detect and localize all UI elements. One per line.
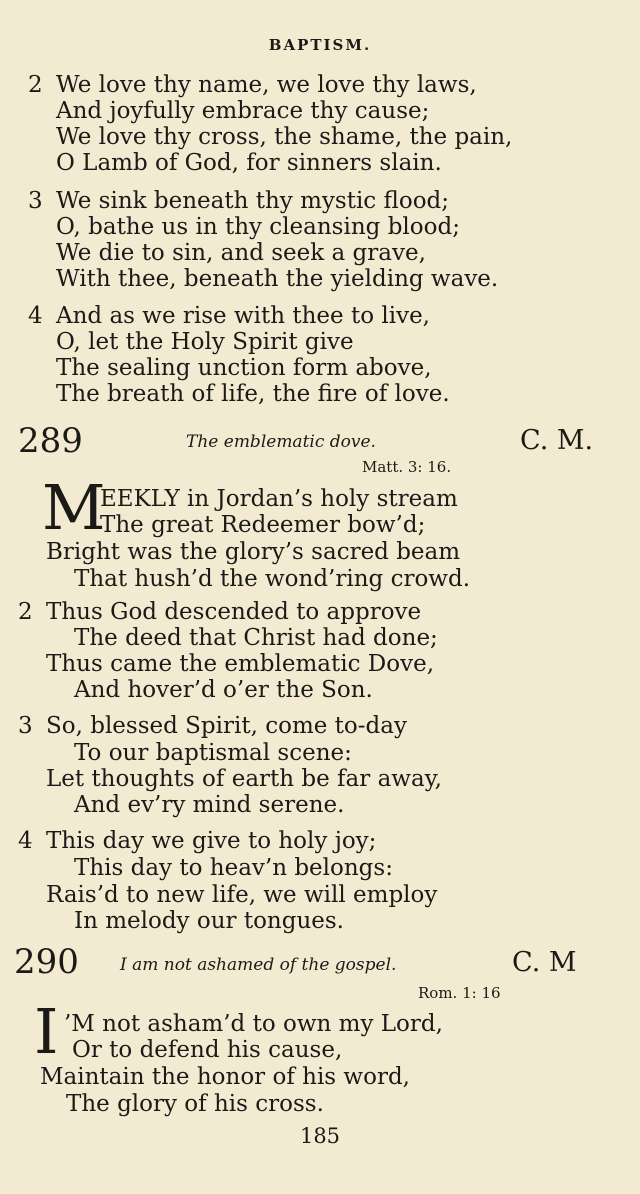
hymn-number: 289 xyxy=(18,421,83,461)
hymn-subject: The emblematic dove. xyxy=(186,432,376,452)
verse-line: And hover’d o’er the Son. xyxy=(74,677,373,703)
verse-line: Let thoughts of earth be far away, xyxy=(46,766,442,792)
verse-line: The glory of his cross. xyxy=(66,1091,324,1117)
verse-line: And ev’ry mind serene. xyxy=(74,792,345,818)
verse-line: With thee, beneath the yielding wave. xyxy=(56,266,499,292)
verse-line: The deed that Christ had done; xyxy=(74,625,438,651)
stanza-number: 3 xyxy=(28,188,43,214)
verse-line: This day we give to holy joy; xyxy=(46,828,377,854)
drop-cap: I xyxy=(34,995,59,1068)
verse-line: So, blessed Spirit, come to-day xyxy=(46,713,407,739)
verse-line: EEKLY in Jordan’s holy stream xyxy=(100,486,458,512)
verse-line: And as we rise with thee to live, xyxy=(56,303,430,329)
verse-line: ’M not asham’d to own my Lord, xyxy=(64,1011,443,1037)
verse-line: The breath of life, the fire of love. xyxy=(56,381,450,407)
verse-line: This day to heav’n belongs: xyxy=(74,855,393,881)
scripture-reference: Rom. 1: 16 xyxy=(418,984,501,1002)
page-number: 185 xyxy=(299,1124,341,1148)
stanza-number: 3 xyxy=(18,713,33,739)
verse-line: Rais’d to new life, we will employ xyxy=(46,882,438,908)
scripture-reference: Matt. 3: 16. xyxy=(362,458,452,476)
verse-line: We die to sin, and seek a grave, xyxy=(56,240,426,266)
verse-line: Or to defend his cause, xyxy=(72,1037,343,1063)
verse-line: Maintain the honor of his word, xyxy=(40,1064,410,1090)
verse-line: We sink beneath thy mystic flood; xyxy=(56,188,450,214)
stanza-number: 2 xyxy=(28,72,43,98)
stanza-number: 4 xyxy=(28,303,43,329)
verse-line: To our baptismal scene: xyxy=(74,740,352,766)
stanza-number: 2 xyxy=(18,599,33,625)
verse-line: In melody our tongues. xyxy=(74,908,344,934)
verse-line: Bright was the glory’s sacred beam xyxy=(46,539,461,565)
hymn-meter: C. M. xyxy=(520,425,594,456)
hymn-number: 290 xyxy=(14,942,79,982)
stanza-number: 4 xyxy=(18,828,33,854)
running-head: BAPTISM. xyxy=(268,36,372,54)
verse-line: The great Redeemer bow’d; xyxy=(100,512,426,538)
hymn-meter: C. M xyxy=(512,947,577,978)
drop-cap: M xyxy=(42,471,106,544)
verse-line: O, let the Holy Spirit give xyxy=(56,329,354,355)
verse-line: The sealing unction form above, xyxy=(56,355,432,381)
verse-line: That hush’d the wond’ring crowd. xyxy=(74,566,471,592)
verse-line: Thus God descended to approve xyxy=(46,599,422,625)
verse-line: Thus came the emblematic Dove, xyxy=(46,651,435,677)
verse-line: O Lamb of God, for sinners slain. xyxy=(56,150,442,176)
verse-line: And joyfully embrace thy cause; xyxy=(56,98,430,124)
hymn-subject: I am not ashamed of the gospel. xyxy=(120,955,397,975)
verse-line: We love thy name, we love thy laws, xyxy=(56,72,477,98)
verse-line: O, bathe us in thy cleansing blood; xyxy=(56,214,460,240)
verse-line: We love thy cross, the shame, the pain, xyxy=(56,124,513,150)
